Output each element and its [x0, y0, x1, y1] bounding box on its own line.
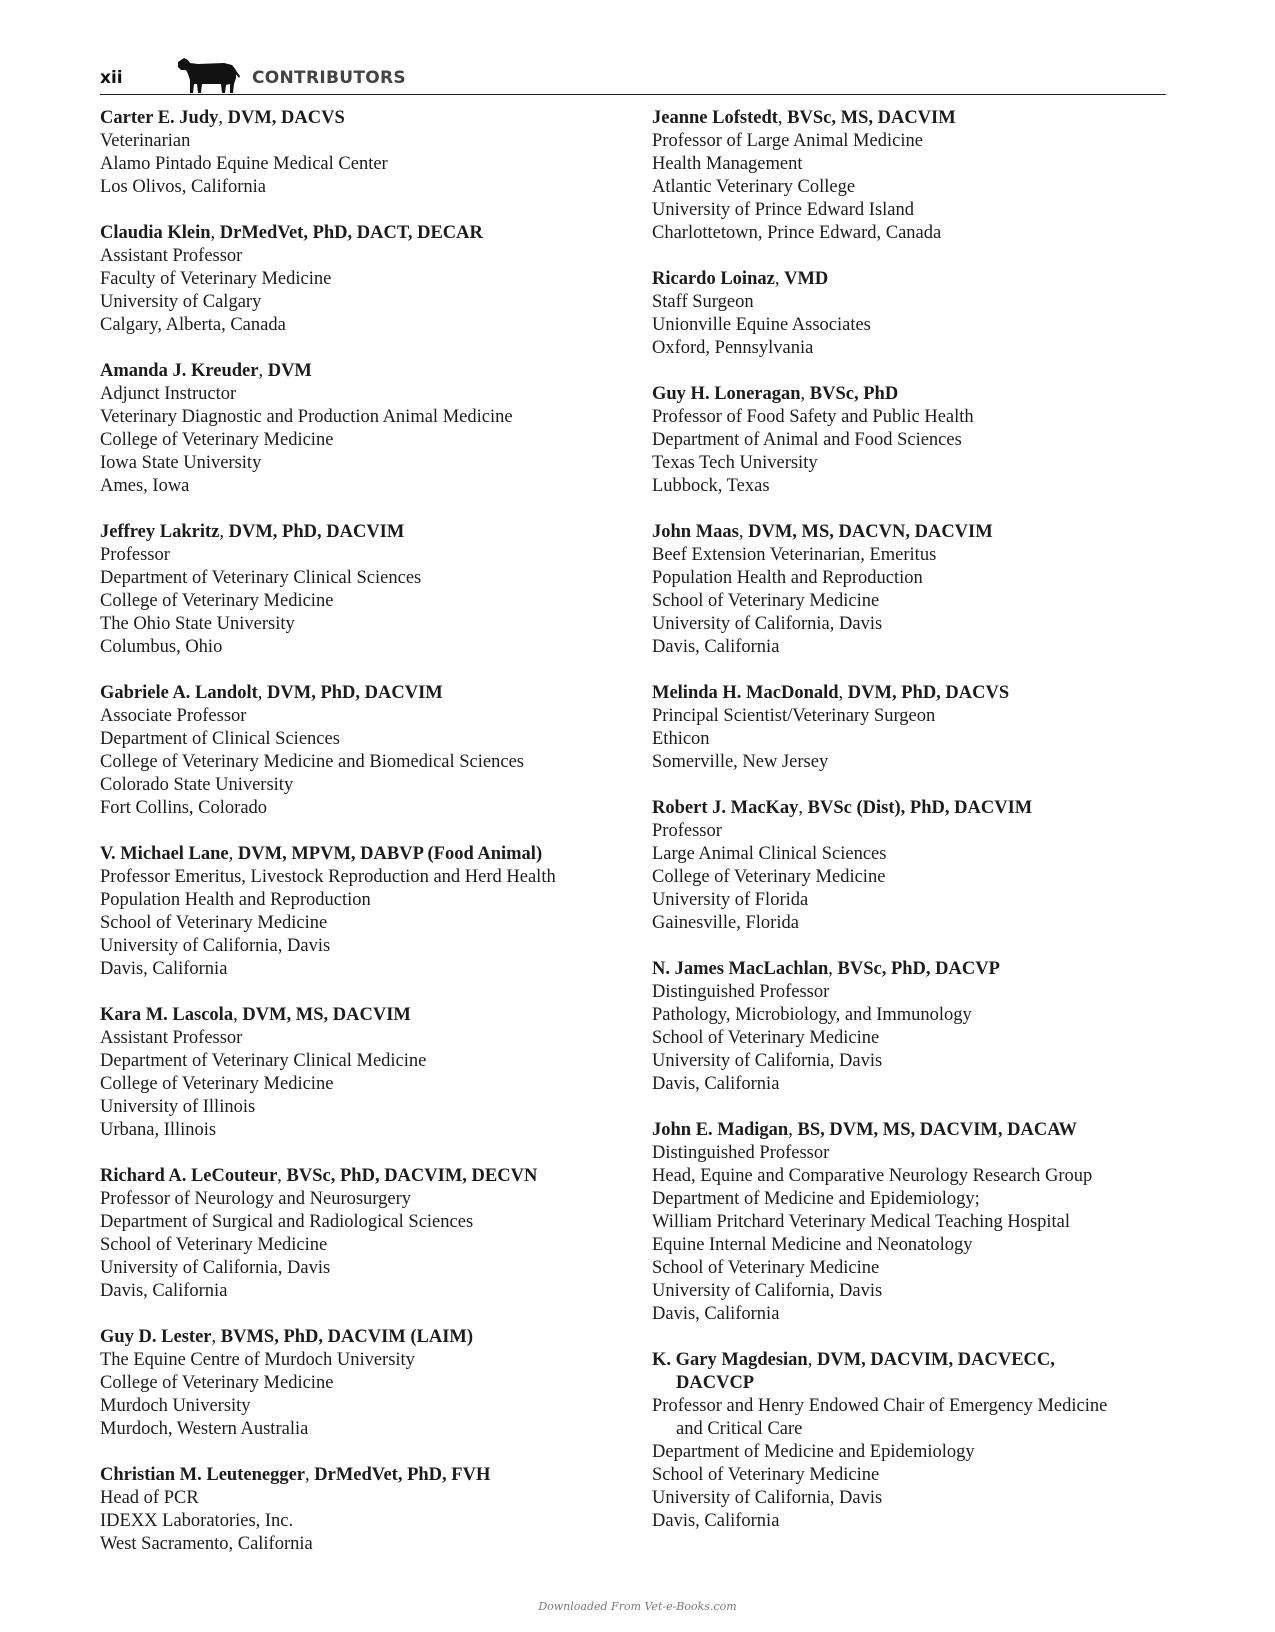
affiliation-line: Pathology, Microbiology, and Immunology — [652, 1005, 972, 1025]
contributor-entry: Richard A. LeCouteur, BVSc, PhD, DACVIM, DECVN Professor of Neurology and Neurosurgery Department of Surgical and Radiological Sciences School of Veterinary Medicine University of California, Davis Davis, California — [100, 1165, 650, 1303]
affiliation-line: Professor of Food Safety and Public Health — [652, 407, 974, 427]
affiliation-line: Associate Professor — [100, 706, 247, 726]
affiliation-line: Department of Clinical Sciences — [100, 729, 340, 749]
contributor-name: John E. Madigan — [652, 1120, 789, 1140]
contributor-credentials: BVSc, MS, DACVIM — [787, 108, 956, 128]
contributor-credentials: BS, DVM, MS, DACVIM, DACAW — [797, 1120, 1078, 1140]
affiliation-line: School of Veterinary Medicine — [652, 1258, 880, 1278]
affiliation-line: School of Veterinary Medicine — [100, 913, 328, 933]
affiliation-line: Department of Veterinary Clinical Medicine — [100, 1051, 427, 1071]
affiliation-line: West Sacramento, California — [100, 1534, 313, 1554]
affiliation-line: Davis, California — [652, 1074, 780, 1094]
affiliation-line: Population Health and Reproduction — [652, 568, 923, 588]
contributor-name: Robert J. MacKay — [652, 798, 799, 818]
affiliation-line: Department of Surgical and Radiological Sciences — [100, 1212, 474, 1232]
affiliation-line: William Pritchard Veterinary Medical Teaching Hospital — [652, 1212, 1071, 1232]
affiliation-line: Professor of Large Animal Medicine — [652, 131, 923, 151]
contributor-name: N. James MacLachlan — [652, 959, 829, 979]
contributor-entry: Carter E. Judy, DVM, DACVS Veterinarian Alamo Pintado Equine Medical Center Los Olivos, California — [100, 107, 650, 199]
contributor-credentials: DVM — [267, 361, 312, 381]
cow-icon — [176, 54, 242, 94]
affiliation-line: The Ohio State University — [100, 614, 295, 634]
contributor-name: Melinda H. MacDonald — [652, 683, 839, 703]
affiliation-line: Iowa State University — [100, 453, 262, 473]
affiliation-line: Assistant Professor — [100, 246, 243, 266]
affiliation-line: Fort Collins, Colorado — [100, 798, 268, 818]
affiliation-line: University of Illinois — [100, 1097, 256, 1117]
affiliation-line: Distinguished Professor — [652, 982, 830, 1002]
affiliation-line: Los Olivos, California — [100, 177, 266, 197]
affiliation-line: IDEXX Laboratories, Inc. — [100, 1511, 294, 1531]
affiliation-line: Oxford, Pennsylvania — [652, 338, 814, 358]
affiliation-line: Large Animal Clinical Sciences — [652, 844, 887, 864]
contributor-name: Guy H. Loneragan — [652, 384, 801, 404]
affiliation-line: Gainesville, Florida — [652, 913, 799, 933]
contributor-entry: Jeanne Lofstedt, BVSc, MS, DACVIM Professor of Large Animal Medicine Health Management Atlantic Veterinary College University of Prince Edward Island Charlottetown, Prince Edward, Canada — [652, 107, 1172, 245]
affiliation-line: Head of PCR — [100, 1488, 199, 1508]
contributor-entry: Jeffrey Lakritz, DVM, PhD, DACVIM Professor Department of Veterinary Clinical Sciences College of Veterinary Medicine The Ohio State University Columbus, Ohio — [100, 521, 650, 659]
affiliation-line: Head, Equine and Comparative Neurology Research Group — [652, 1166, 1093, 1186]
affiliation-line: Staff Surgeon — [652, 292, 754, 312]
contributor-entry: V. Michael Lane, DVM, MPVM, DABVP (Food Animal) Professor Emeritus, Livestock Reproduction and Herd Health Population Health and Reproduction School of Veterinary Medicine University of California, Davis Davis, California — [100, 843, 650, 981]
contributor-name: Guy D. Lester — [100, 1327, 212, 1347]
affiliation-line: College of Veterinary Medicine and Biomedical Sciences — [100, 752, 524, 772]
affiliation-line: Population Health and Reproduction — [100, 890, 371, 910]
section-title: CONTRIBUTORS — [252, 68, 406, 88]
affiliation-line: Davis, California — [100, 959, 228, 979]
affiliation-line: Calgary, Alberta, Canada — [100, 315, 286, 335]
affiliation-line: School of Veterinary Medicine — [652, 1465, 880, 1485]
affiliation-line: College of Veterinary Medicine — [100, 591, 334, 611]
contributor-credentials: DVM, PhD, DACVIM — [267, 683, 443, 703]
page-number: xii — [100, 68, 123, 88]
affiliation-line: Davis, California — [652, 637, 780, 657]
affiliation-line: Texas Tech University — [652, 453, 818, 473]
affiliation-line: University of Prince Edward Island — [652, 200, 915, 220]
contributor-name: John Maas — [652, 522, 739, 542]
contributor-credentials: DVM, MPVM, DABVP (Food Animal) — [237, 844, 543, 864]
affiliation-line: Charlottetown, Prince Edward, Canada — [652, 223, 942, 243]
contributors-right-column — [652, 107, 1172, 1556]
affiliation-line: University of Florida — [652, 890, 809, 910]
affiliation-line: Assistant Professor — [100, 1028, 243, 1048]
contributor-name: Carter E. Judy — [100, 108, 219, 128]
contributor-entry: Ricardo Loinaz, VMD Staff Surgeon Unionville Equine Associates Oxford, Pennsylvania — [652, 268, 1172, 360]
affiliation-line: Professor Emeritus, Livestock Reproduction and Herd Health — [100, 867, 556, 887]
affiliation-line: University of Calgary — [100, 292, 262, 312]
affiliation-line: School of Veterinary Medicine — [652, 1028, 880, 1048]
affiliation-line: Ames, Iowa — [100, 476, 190, 496]
affiliation-line: University of California, Davis — [652, 1051, 883, 1071]
contributor-entry: Guy D. Lester, BVMS, PhD, DACVIM (LAIM) The Equine Centre of Murdoch University College of Veterinary Medicine Murdoch University Murdoch, Western Australia — [100, 1326, 650, 1441]
contributor-name: Richard A. LeCouteur — [100, 1166, 278, 1186]
contributor-name: Jeffrey Lakritz — [100, 522, 220, 542]
affiliation-line: Alamo Pintado Equine Medical Center — [100, 154, 388, 174]
contributor-entry: John E. Madigan, BS, DVM, MS, DACVIM, DACAW Distinguished Professor Head, Equine and Comparative Neurology Research Group Department of Medicine and Epidemiology; William Pritchard Veterinary Medical Teaching Hospital Equine Internal Medicine and Neonatology School of Veterinary Medicine University of California, Davis Davis, California — [652, 1119, 1172, 1326]
contributor-name: Jeanne Lofstedt — [652, 108, 778, 128]
contributor-entry: Melinda H. MacDonald, DVM, PhD, DACVS Principal Scientist/Veterinary Surgeon Ethicon Somerville, New Jersey — [652, 682, 1172, 774]
contributor-name: K. Gary Magdesian — [652, 1350, 808, 1370]
affiliation-line: Adjunct Instructor — [100, 384, 237, 404]
affiliation-line: Davis, California — [652, 1511, 780, 1531]
contributor-credentials: DVM, MS, DACVN, DACVIM — [748, 522, 993, 542]
contributor-credentials: BVSc, PhD, DACVIM, DECVN — [286, 1166, 538, 1186]
affiliation-line: Veterinarian — [100, 131, 191, 151]
affiliation-line: Unionville Equine Associates — [652, 315, 871, 335]
contributor-name: Christian M. Leutenegger — [100, 1465, 306, 1485]
contributor-name: Ricardo Loinaz — [652, 269, 775, 289]
affiliation-line: University of California, Davis — [652, 614, 883, 634]
contributor-entry: Claudia Klein, DrMedVet, PhD, DACT, DECAR Assistant Professor Faculty of Veterinary Medicine University of Calgary Calgary, Alberta, Canada — [100, 222, 650, 337]
affiliation-line: Columbus, Ohio — [100, 637, 223, 657]
affiliation-line: College of Veterinary Medicine — [652, 867, 886, 887]
affiliation-line: Health Management — [652, 154, 803, 174]
contributor-entry: John Maas, DVM, MS, DACVN, DACVIM Beef Extension Veterinarian, Emeritus Population Health and Reproduction School of Veterinary Medicine University of California, Davis Davis, California — [652, 521, 1172, 659]
contributor-credentials: DVM, PhD, DACVIM — [228, 522, 405, 542]
affiliation-line: Equine Internal Medicine and Neonatology — [652, 1235, 973, 1255]
contributor-credentials: BVSc, PhD, DACVP — [837, 959, 1000, 979]
contributors-left-column — [100, 107, 650, 1579]
contributor-entry: Guy H. Loneragan, BVSc, PhD Professor of Food Safety and Public Health Department of Animal and Food Sciences Texas Tech University Lubbock, Texas — [652, 383, 1172, 498]
contributor-credentials: DVM, DACVS — [227, 108, 345, 128]
affiliation-line: Davis, California — [100, 1281, 228, 1301]
contributor-entry: K. Gary Magdesian, DVM, DACVIM, DACVECC, DACVCP Professor and Henry Endowed Chair of Emergency Medicine and Critical Care Department of Medicine and Epidemiology School of Veterinary Medicine University of California, Davis Davis, California — [652, 1349, 1172, 1533]
contributor-credentials: DrMedVet, PhD, DACT, DECAR — [219, 223, 483, 243]
contributor-credentials: BVSc, PhD — [809, 384, 899, 404]
contributor-entry: Gabriele A. Landolt, DVM, PhD, DACVIM Associate Professor Department of Clinical Sciences College of Veterinary Medicine and Biomedical Sciences Colorado State University Fort Collins, Colorado — [100, 682, 650, 820]
affiliation-line: Department of Medicine and Epidemiology; — [652, 1189, 980, 1209]
affiliation-line: Professor — [100, 545, 170, 565]
contributor-name: Amanda J. Kreuder — [100, 361, 259, 381]
affiliation-line: University of California, Davis — [100, 1258, 331, 1278]
affiliation-line: Atlantic Veterinary College — [652, 177, 856, 197]
contributor-entry: Christian M. Leutenegger, DrMedVet, PhD, FVH Head of PCR IDEXX Laboratories, Inc. West Sacramento, California — [100, 1464, 650, 1556]
contributor-entry: Robert J. MacKay, BVSc (Dist), PhD, DACVIM Professor Large Animal Clinical Sciences College of Veterinary Medicine University of Florida Gainesville, Florida — [652, 797, 1172, 935]
affiliation-line: Urbana, Illinois — [100, 1120, 217, 1140]
affiliation-line: Department of Animal and Food Sciences — [652, 430, 962, 450]
affiliation-line: College of Veterinary Medicine — [100, 1074, 334, 1094]
contributor-entry: Kara M. Lascola, DVM, MS, DACVIM Assistant Professor Department of Veterinary Clinical Medicine College of Veterinary Medicine University of Illinois Urbana, Illinois — [100, 1004, 650, 1142]
contributor-entry: Amanda J. Kreuder, DVM Adjunct Instructor Veterinary Diagnostic and Production Animal Medicine College of Veterinary Medicine Iowa State University Ames, Iowa — [100, 360, 650, 498]
contributor-entry: N. James MacLachlan, BVSc, PhD, DACVP Distinguished Professor Pathology, Microbiology, and Immunology School of Veterinary Medicine University of California, Davis Davis, California — [652, 958, 1172, 1096]
affiliation-line: Lubbock, Texas — [652, 476, 770, 496]
affiliation-line: Ethicon — [652, 729, 710, 749]
affiliation-line: Principal Scientist/Veterinary Surgeon — [652, 706, 936, 726]
contributor-credentials: DrMedVet, PhD, FVH — [314, 1465, 491, 1485]
contributor-credentials: DVM, PhD, DACVS — [847, 683, 1010, 703]
affiliation-line: Beef Extension Veterinarian, Emeritus — [652, 545, 937, 565]
contributor-credentials: DVM, MS, DACVIM — [242, 1005, 411, 1025]
affiliation-line: University of California, Davis — [652, 1488, 883, 1508]
affiliation-line: Professor of Neurology and Neurosurgery — [100, 1189, 412, 1209]
footer-watermark: Downloaded From Vet-e-Books.com — [538, 1600, 737, 1613]
affiliation-line: Professor and Henry Endowed Chair of Emergency Medicine — [652, 1396, 1108, 1416]
affiliation-line: School of Veterinary Medicine — [100, 1235, 328, 1255]
affiliation-line: Professor — [652, 821, 722, 841]
affiliation-line: Distinguished Professor — [652, 1143, 830, 1163]
contributor-name: Gabriele A. Landolt — [100, 683, 258, 703]
affiliation-line: Murdoch, Western Australia — [100, 1419, 309, 1439]
affiliation-line: Department of Veterinary Clinical Sciences — [100, 568, 422, 588]
contributor-credentials: BVSc (Dist), PhD, DACVIM — [807, 798, 1033, 818]
affiliation-line: College of Veterinary Medicine — [100, 430, 334, 450]
affiliation-line: College of Veterinary Medicine — [100, 1373, 334, 1393]
affiliation-line: Somerville, New Jersey — [652, 752, 829, 772]
affiliation-line-continued: and Critical Care — [676, 1419, 803, 1439]
affiliation-line: School of Veterinary Medicine — [652, 591, 880, 611]
affiliation-line: Faculty of Veterinary Medicine — [100, 269, 332, 289]
affiliation-line: Murdoch University — [100, 1396, 251, 1416]
affiliation-line: University of California, Davis — [100, 936, 331, 956]
contributor-name: Kara M. Lascola — [100, 1005, 234, 1025]
affiliation-line: Department of Medicine and Epidemiology — [652, 1442, 975, 1462]
contributor-credentials: BVMS, PhD, DACVIM (LAIM) — [220, 1327, 474, 1347]
contributor-credentials: DVM, DACVIM, DACVECC, — [816, 1350, 1055, 1370]
affiliation-line: University of California, Davis — [652, 1281, 883, 1301]
affiliation-line: Colorado State University — [100, 775, 294, 795]
affiliation-line: The Equine Centre of Murdoch University — [100, 1350, 415, 1370]
contributor-name: V. Michael Lane — [100, 844, 229, 864]
affiliation-line: Veterinary Diagnostic and Production Animal Medicine — [100, 407, 513, 427]
contributor-name: Claudia Klein — [100, 223, 211, 243]
page-header — [100, 52, 1166, 95]
affiliation-line: Davis, California — [652, 1304, 780, 1324]
contributor-credentials: VMD — [784, 269, 829, 289]
contributor-credentials-continued: DACVCP — [676, 1373, 755, 1393]
